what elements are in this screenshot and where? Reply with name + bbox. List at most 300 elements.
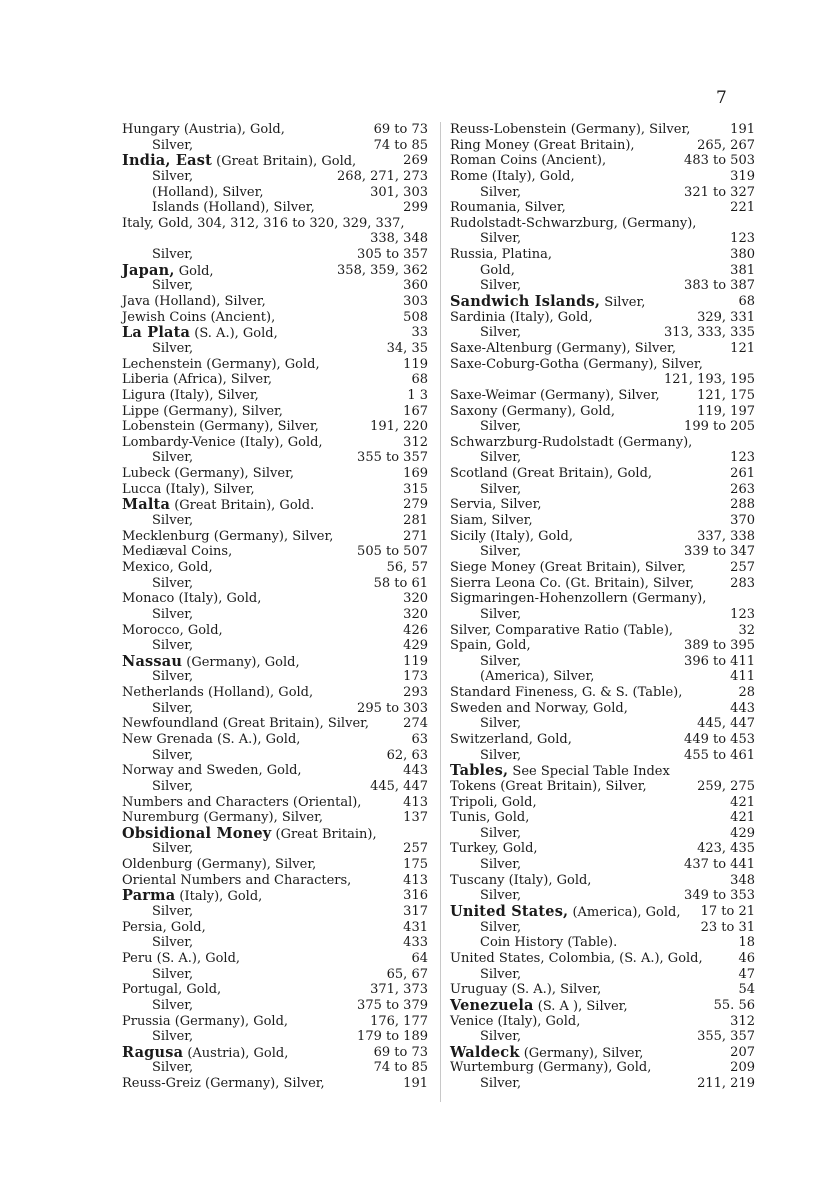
entry-description: Silver, [480, 606, 522, 622]
entry-page-ref: 56, 57 [386, 559, 428, 575]
index-entry [450, 497, 755, 513]
entry-page-ref: 68 [411, 372, 428, 388]
entry-page-ref: 303 [403, 294, 428, 310]
entry-description: Silver, [152, 575, 194, 591]
index-entry [450, 935, 755, 951]
entry-text [480, 669, 594, 685]
index-entry [450, 685, 755, 701]
entry-description: Silver, [480, 653, 522, 669]
index-entry [450, 513, 755, 529]
entry-description: United States, Colombia, (S. A.), Gold, [450, 950, 703, 966]
entry-description: Silver, [480, 825, 522, 841]
entry-text [122, 826, 377, 843]
entry-page-ref: 274 [403, 716, 428, 732]
entry-page-ref: 119 [403, 653, 428, 669]
entry-description: Saxony (Germany), Gold, [450, 403, 615, 419]
entry-description: (Great Britain), Gold. [170, 498, 315, 514]
entry-text [450, 435, 692, 451]
entry-text [480, 1076, 521, 1092]
entry-description: (Italy), Gold, [175, 889, 263, 905]
index-entry [122, 372, 428, 388]
index-column-left [122, 122, 428, 1092]
entry-text [480, 920, 521, 936]
entry-description: Lucca (Italy), Silver, [122, 481, 255, 497]
entry-page-ref: 413 [403, 872, 428, 888]
entry-text [122, 591, 261, 607]
entry-page-ref: 32 [738, 622, 755, 638]
entry-description: Silver, [152, 997, 194, 1013]
entry-text [450, 1045, 643, 1062]
entry-description: Mediæval Coins, [122, 544, 233, 560]
entry-page-ref: 123 [730, 450, 755, 466]
entry-page-ref: 257 [403, 841, 428, 857]
entry-text [450, 810, 529, 826]
entry-page-ref: 396 to 411 [684, 653, 755, 669]
index-entry [450, 466, 755, 482]
entry-page-ref: 437 to 441 [684, 857, 755, 873]
entry-text [122, 951, 240, 967]
entry-description: Uruguay (S. A.), Silver, [450, 982, 602, 998]
entry-description: Silver, [480, 544, 522, 560]
index-entry [122, 435, 428, 451]
entry-page-ref: 449 to 453 [684, 731, 755, 747]
entry-description: Silver, [152, 606, 194, 622]
entry-text [450, 591, 706, 607]
entry-heading: Malta [122, 496, 171, 514]
entry-text [152, 998, 193, 1014]
index-entry [122, 1014, 428, 1030]
entry-description: Silver, [152, 841, 194, 857]
entry-heading: Venezuela [450, 996, 534, 1014]
index-entry [450, 982, 755, 998]
entry-description: Oriental Numbers and Characters, [122, 872, 352, 888]
entry-description: Siam, Silver, [450, 513, 533, 529]
entry-page-ref: 179 to 189 [357, 1029, 428, 1045]
entry-text [122, 685, 313, 701]
entry-page-ref: 319 [730, 168, 755, 184]
index-entry [122, 623, 428, 639]
index-entry [122, 1045, 428, 1061]
index-entry [122, 357, 428, 373]
index-entry [122, 763, 428, 779]
entry-page-ref: 281 [403, 513, 428, 529]
entry-page-ref: 301, 303 [370, 184, 428, 200]
entry-page-ref: 121, 193, 195 [664, 372, 755, 388]
entry-text [152, 200, 315, 216]
entry-page-ref: 175 [403, 857, 428, 873]
index-entry [122, 669, 428, 685]
entry-page-ref: 123 [730, 231, 755, 247]
entry-text [122, 920, 206, 936]
entry-description: See Special Table Index [508, 764, 670, 780]
entry-description: Silver, [480, 231, 522, 247]
entry-text [450, 1014, 580, 1030]
entry-text [152, 779, 193, 795]
entry-text [450, 685, 682, 701]
index-entry [122, 638, 428, 654]
index-entry [450, 857, 755, 873]
entry-description: Silver, [152, 778, 194, 794]
entry-description: Saxe-Coburg-Gotha (Germany), Silver, [450, 356, 703, 372]
entry-page-ref: 263 [730, 481, 755, 497]
entry-text [122, 888, 262, 905]
entry-text [450, 497, 542, 513]
entry-text [122, 497, 314, 514]
entry-page-ref: 313, 333, 335 [664, 325, 755, 341]
entry-page-ref: 209 [730, 1060, 755, 1076]
index-entry [450, 419, 755, 435]
entry-text [450, 357, 703, 373]
entry-description: Silver, [152, 278, 194, 294]
entry-page-ref: 54 [738, 982, 755, 998]
entry-text [480, 482, 521, 498]
index-entry [450, 701, 755, 717]
entry-description: Reuss-Lobenstein (Germany), Silver, [450, 122, 691, 137]
entry-text [480, 231, 521, 247]
entry-text [480, 967, 521, 983]
index-entry [122, 466, 428, 482]
entry-description: Persia, Gold, [122, 919, 206, 935]
entry-heading: Obsidional Money [122, 824, 272, 842]
entry-page-ref: 299 [403, 200, 428, 216]
entry-description: Silver, [152, 935, 194, 951]
index-entry [450, 404, 755, 420]
entry-heading: India, East [122, 152, 212, 170]
entry-description: Rudolstadt-Schwarzburg, (Germany), [450, 215, 697, 231]
entry-description: Silver, [152, 904, 194, 920]
index-entry [122, 826, 428, 842]
entry-page-ref: 321 to 327 [684, 184, 755, 200]
entry-heading: La Plata [122, 324, 191, 342]
entry-page-ref: 483 to 503 [684, 153, 755, 169]
entry-heading: Sandwich Islands, [450, 293, 601, 311]
entry-text [450, 998, 628, 1015]
entry-page-ref: 423, 435 [697, 841, 755, 857]
entry-page-ref: 69 to 73 [373, 1044, 428, 1060]
entry-description: Silver, [480, 184, 522, 200]
entry-description: Jewish Coins (Ancient), [122, 309, 276, 325]
entry-page-ref: 269 [403, 153, 428, 169]
entry-text [152, 935, 193, 951]
entry-description: Spain, Gold, [450, 638, 531, 654]
entry-page-ref: 1 3 [407, 387, 428, 403]
entry-page-ref: 119, 197 [697, 403, 755, 419]
entry-description: (Holland), Silver, [152, 184, 264, 200]
index-entry [122, 388, 428, 404]
entry-text [480, 748, 521, 764]
entry-text [450, 404, 615, 420]
index-entry [450, 967, 755, 983]
entry-text [450, 951, 703, 967]
entry-description: Gold, [480, 262, 515, 278]
index-entry [450, 951, 755, 967]
index-entry [122, 935, 428, 951]
entry-page-ref: 371, 373 [370, 982, 428, 998]
entry-page-ref: 271 [403, 528, 428, 544]
index-entry [122, 888, 428, 904]
entry-description: Java (Holland), Silver, [122, 294, 266, 310]
entry-page-ref: 443 [730, 700, 755, 716]
index-entry [450, 826, 755, 842]
entry-description: Silver, [480, 325, 522, 341]
entry-heading: Parma [122, 887, 176, 905]
entry-page-ref: 349 to 353 [684, 888, 755, 904]
entry-description: Silver, [152, 168, 194, 184]
entry-text [122, 529, 333, 545]
entry-text [122, 544, 232, 560]
entry-description: Silver, [152, 669, 194, 685]
entry-page-ref: 505 to 507 [357, 544, 428, 560]
index-entry [450, 435, 755, 451]
index-entry [450, 795, 755, 811]
index-entry [450, 591, 755, 607]
entry-page-ref: 329, 331 [697, 309, 755, 325]
entry-description: Switzerland, Gold, [450, 731, 572, 747]
entry-description: Tokens (Great Britain), Silver, [450, 778, 647, 794]
index-entry [122, 810, 428, 826]
index-entry [450, 904, 755, 920]
entry-description: Sardinia (Italy), Gold, [450, 309, 593, 325]
entry-heading: Japan, [122, 261, 175, 279]
entry-page-ref: 211, 219 [697, 1076, 755, 1092]
entry-description: Silver, [480, 419, 522, 435]
entry-page-ref: 18 [738, 935, 755, 951]
index-entry [122, 1029, 428, 1045]
entry-description: Venice (Italy), Gold, [450, 1013, 581, 1029]
entry-page-ref: 433 [403, 935, 428, 951]
index-column-right [450, 122, 755, 1092]
entry-text [450, 310, 593, 326]
index-entry [122, 450, 428, 466]
index-entry [122, 325, 428, 341]
entry-text [152, 576, 193, 592]
entry-text [450, 982, 601, 998]
index-entry [450, 529, 755, 545]
entry-text [152, 138, 193, 154]
entry-page-ref: 34, 35 [386, 340, 428, 356]
entry-description: Nuremburg (Germany), Silver, [122, 810, 324, 826]
entry-page-ref: 320 [403, 591, 428, 607]
entry-description: (S. A ), Silver, [533, 998, 628, 1014]
entry-text [480, 419, 521, 435]
entry-description: Silver, [152, 513, 194, 529]
entry-description: Oldenburg (Germany), Silver, [122, 857, 317, 873]
entry-page-ref: 47 [738, 966, 755, 982]
entry-description: (America), Gold, [568, 905, 681, 921]
entry-text [480, 857, 521, 873]
entry-description: Monaco (Italy), Gold, [122, 591, 262, 607]
index-entry [450, 231, 755, 247]
entry-page-ref: 443 [403, 763, 428, 779]
entry-text [450, 294, 645, 311]
entry-description: Standard Fineness, G. & S. (Table), [450, 685, 683, 701]
entry-text [450, 200, 566, 216]
entry-page-ref: 123 [730, 606, 755, 622]
index-entry [450, 1076, 755, 1092]
entry-text [450, 763, 670, 780]
index-entry [450, 998, 755, 1014]
index-entry [450, 138, 755, 154]
entry-text [122, 857, 316, 873]
entry-text [152, 1029, 193, 1045]
entry-page-ref: 265, 267 [697, 137, 755, 153]
entry-description: Servia, Silver, [450, 497, 542, 513]
index-entry [450, 294, 755, 310]
entry-text [450, 247, 552, 263]
index-entry [450, 216, 755, 232]
index-entry [450, 779, 755, 795]
entry-description: Silver, [152, 137, 194, 153]
entry-description: (Germany), Silver, [519, 1045, 644, 1061]
index-entry [122, 169, 428, 185]
index-entry [450, 310, 755, 326]
entry-page-ref: 279 [403, 497, 428, 513]
entry-page-ref: 358, 359, 362 [337, 262, 428, 278]
entry-page-ref: 191 [403, 1076, 428, 1092]
entry-text [480, 607, 521, 623]
entry-page-ref: 17 to 21 [700, 904, 755, 920]
entry-description: Tripoli, Gold, [450, 794, 537, 810]
entry-description: Morocco, Gold, [122, 622, 223, 638]
entry-description: Sicily (Italy), Gold, [450, 528, 573, 544]
entry-text [122, 716, 369, 732]
entry-text [122, 122, 285, 138]
index-entry [122, 153, 428, 169]
entry-description: New Grenada (S. A.), Gold, [122, 731, 301, 747]
entry-description: Roumania, Silver, [450, 200, 566, 216]
index-entry [450, 357, 755, 373]
entry-description: Silver, [480, 966, 522, 982]
index-entry [450, 607, 755, 623]
index-entry [122, 544, 428, 560]
entry-description: (America), Silver, [480, 669, 595, 685]
entry-text [122, 810, 323, 826]
index-entry [450, 763, 755, 779]
index-entry [122, 982, 428, 998]
entry-page-ref: 429 [730, 825, 755, 841]
entry-description: Lechenstein (Germany), Gold, [122, 356, 320, 372]
index-entry [122, 998, 428, 1014]
entry-text [450, 138, 635, 154]
entry-text [122, 623, 223, 639]
entry-page-ref: 63 [411, 731, 428, 747]
entry-description: Silver, [480, 747, 522, 763]
entry-page-ref: 355, 357 [697, 1029, 755, 1045]
entry-text [152, 341, 193, 357]
entry-page-ref: 191, 220 [370, 419, 428, 435]
entry-text [122, 795, 361, 811]
entry-description: Silver, [480, 716, 522, 732]
entry-page-ref: 337, 338 [697, 528, 755, 544]
entry-page-ref: 69 to 73 [373, 122, 428, 137]
entry-description: Silver, [480, 1029, 522, 1045]
entry-text [480, 888, 521, 904]
entry-description: Sigmaringen-Hohenzollern (Germany), [450, 591, 707, 607]
entry-text [152, 904, 193, 920]
index-entry [122, 529, 428, 545]
index-entry [122, 138, 428, 154]
entry-text [122, 982, 221, 998]
index-entry [122, 482, 428, 498]
entry-page-ref: 199 to 205 [684, 419, 755, 435]
index-entry [122, 795, 428, 811]
entry-text [480, 325, 521, 341]
entry-page-ref: 348 [730, 872, 755, 888]
entry-text [480, 544, 521, 560]
entry-page-ref: 339 to 347 [684, 544, 755, 560]
index-entry [450, 341, 755, 357]
index-entry [122, 576, 428, 592]
entry-text [122, 654, 300, 671]
index-entry [122, 904, 428, 920]
entry-heading: Ragusa [122, 1043, 184, 1061]
entry-text [122, 763, 302, 779]
entry-text [152, 513, 193, 529]
index-entry [450, 873, 755, 889]
index-entry [450, 1029, 755, 1045]
index-entry [450, 482, 755, 498]
entry-page-ref: 221 [730, 200, 755, 216]
index-entry [122, 951, 428, 967]
entry-description: Silver, [600, 295, 646, 311]
entry-page-ref: 305 to 357 [357, 247, 428, 263]
entry-text [450, 623, 673, 639]
entry-page-ref: 121, 175 [697, 387, 755, 403]
entry-text [122, 294, 266, 310]
index-entry [122, 294, 428, 310]
entry-text [122, 325, 278, 342]
index-entry [122, 857, 428, 873]
entry-text [450, 841, 538, 857]
entry-description: Netherlands (Holland), Gold, [122, 685, 314, 701]
entry-page-ref: 137 [403, 810, 428, 826]
entry-description: Lubeck (Germany), Silver, [122, 466, 294, 482]
index-entry [450, 169, 755, 185]
index-entry [122, 732, 428, 748]
entry-description: (Germany), Gold, [182, 654, 300, 670]
index-entry [122, 513, 428, 529]
entry-description: Numbers and Characters (Oriental), [122, 794, 362, 810]
entry-description: (Great Britain), [271, 826, 377, 842]
entry-text [122, 435, 323, 451]
entry-text [480, 263, 515, 279]
entry-page-ref: 455 to 461 [684, 747, 755, 763]
entry-description: Silver, [480, 888, 522, 904]
entry-page-ref: 58 to 61 [373, 575, 428, 591]
entry-description: Lobenstein (Germany), Silver, [122, 419, 319, 435]
entry-page-ref: 65, 67 [386, 966, 428, 982]
index-entry [122, 701, 428, 717]
index-entry [450, 247, 755, 263]
entry-text [152, 247, 193, 263]
entry-text [450, 153, 606, 169]
entry-text [450, 341, 676, 357]
entry-page-ref: 176, 177 [370, 1013, 428, 1029]
entry-description: Wurtemburg (Germany), Gold, [450, 1060, 652, 1076]
entry-text [122, 732, 300, 748]
entry-text [480, 278, 521, 294]
entry-text [480, 935, 617, 951]
entry-text [152, 841, 193, 857]
entry-description: Russia, Platina, [450, 247, 552, 263]
index-entry [450, 544, 755, 560]
entry-text [122, 1045, 288, 1062]
entry-description: Tuscany (Italy), Gold, [450, 872, 592, 888]
entry-heading: United States, [450, 903, 569, 921]
entry-page-ref: 74 to 85 [373, 1060, 428, 1076]
entry-page-ref: 445, 447 [370, 778, 428, 794]
entry-text [450, 122, 690, 138]
